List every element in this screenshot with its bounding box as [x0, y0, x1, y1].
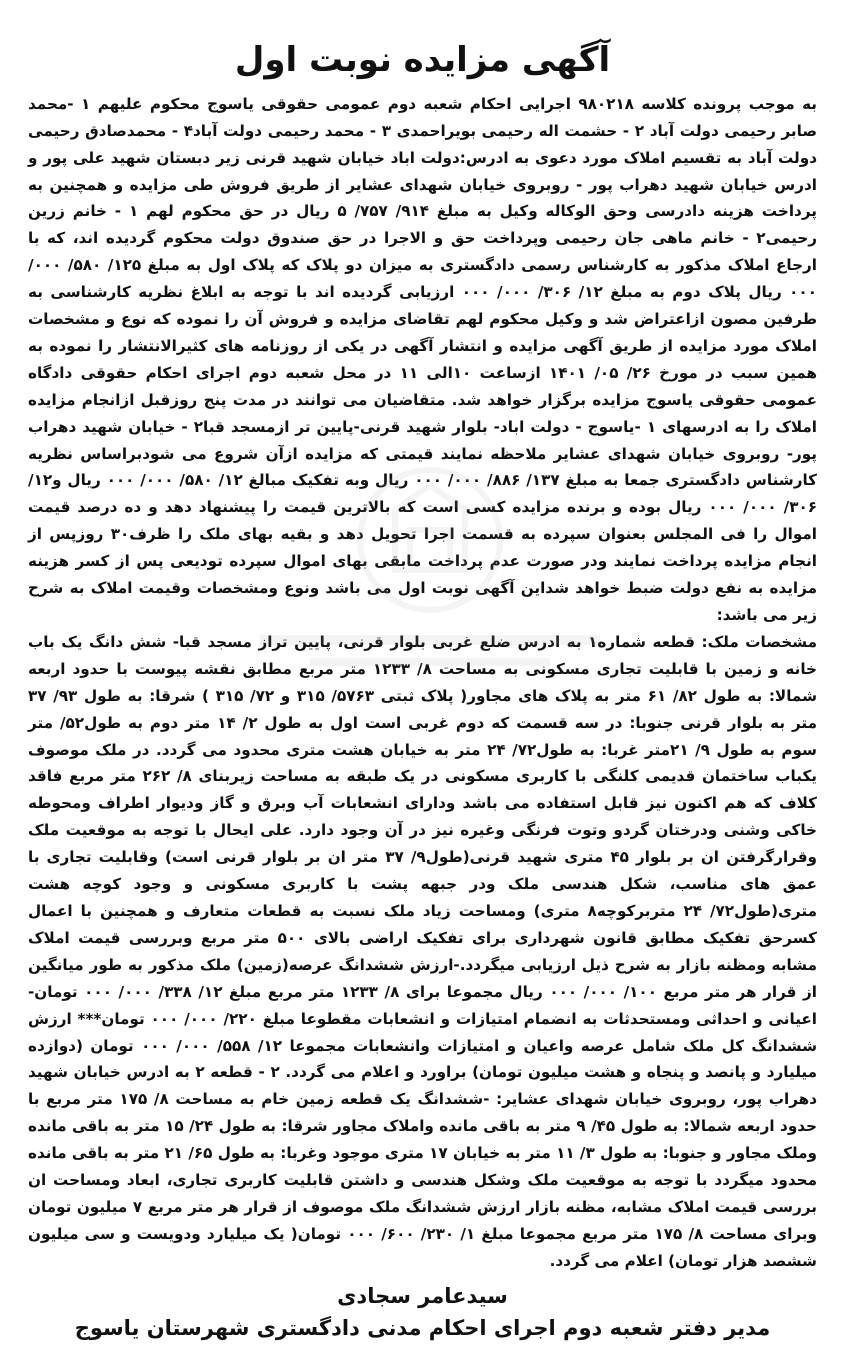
signer-name: سیدعامر سجادی: [337, 1283, 508, 1308]
notice-title: آگهی مزایده نوبت اول: [234, 40, 611, 80]
notice-paragraph-property-details: مشخصات ملک: قطعه شماره۱ به ادرس ضلع غربی بلوار قرنی، پایین تراز مسجد قبا- شش دانگ یک باب خانه و زمین با قابلیت تجاری مسکونی به مساحت ۸/ ۱۲۳۳ متر مربع مطابق نقشه پیوست با حدود اربعه شمالا: به طول ۸۲/ ۶۱ متر به پلاک های مجاور( پلاک ثبتی ۵۷۶۳/ ۳۱۵ و ۷۲/ ۳۱۵ ) شرقا: به طول ۹۳/ ۳۷ متر به بلوار قرنی جنوبا: در سه قسمت که دوم غربی است اول به طول ۲/ ۱۴ متر دوم به طول۵۲/ متر سوم به طول ۹/ ۲۱متر غربا: به طول۷۲/ ۲۴ متر به خیابان هشت متری محدود می گردد. در ملک موصوف یکباب ساختمان قدیمی کلنگی با کاربری مسکونی در یک طبقه به مساحت زیربنای ۸/ ۲۶۲ متر مربع فاقد کلاف که هم اکنون نیز قابل استفاده می باشد ودارای انشعابات آب وبرق و گاز ودیوار اطراف ومحوطه خاکی وشنی ودرختان گردو وتوت فرنگی وغیره نیز در آن وجود دارد. علی ایحال با توجه به موقعیت ملک وقرارگرفتن ان بر بلوار ۴۵ متری شهید قرنی(طول۹/ ۳۷ متر ان بر بلوار قرنی است) وقابلیت تجاری با عمق های مناسب، شکل هندسی ملک ودر جبهه پشت با کاربری مسکونی و وجود کوچه هشت متری(طول۷۲/ ۲۴ متربرکوچه۸ متری) ومساحت زیاد ملک نسبت به قطعات متعارف و همچنین با اعمال کسرحق تفکیک مطابق قانون شهرداری برای تفکیک اراضی بالای ۵۰۰ متر مربع وبررسی قیمت املاک مشابه ومظنه بازار به شرح ذیل ارزیابی میگردد.-ارزش ششدانگ عرصه(زمین) ملک مذکور به طور میانگین از قرار هر متر مربع ۱۰۰/ ۰۰۰/ ۰۰۰ ریال مجموعا برای ۸/ ۱۲۳۳ متر مربع مبلغ ۱۲/ ۳۳۸/ ۰۰۰/ ۰۰۰ تومان- اعیانی و احداثی ومستحدثات به انضمام امتیازات و انشعابات مقطوعا مبلغ ۲۲۰/ ۰۰۰/ ۰۰۰ تومان*** ارزش ششدانگ کل ملک شامل عرصه واعیان و امتیازات وانشعابات مجموعا ۱۲/ ۵۵۸/ ۰۰۰/ ۰۰۰ تومان (دوازده میلیارد و پانصد و پنجاه و هشت میلیون تومان) براورد و اعلام می گردد. ۲ - قطعه ۲ به ادرس خیابان شهید دهراب پور، روبروی خیابان شهدای عشایر: -ششدانگ یک قطعه زمین خام به مساحت ۸/ ۱۷۵ متر مربع با حدود اربعه شمالا: به طول ۴۵/ ۹ متر به باقی مانده واملاک مجاور شرقا: به طول ۲۴/ ۱۵ متر به باقی مانده وملک مجاور و جنوبا: به طول ۳/ ۱۱ متر به خیابان ۱۷ متری موجود وغربا: به طول ۶۵/ ۲۱ متر به باقی مانده محدود میگردد با توجه به موقعیت ملک وشکل هندسی و داشتن قابلیت کاربری تجاری، ابعاد ومساحت ان بررسی قیمت املاک مشابه، مظنه بازار ارزش ششدانگ ملک موصوف از قرار هر متر مربع ۷ میلیون تومان وبرای مساحت ۸/ ۱۷۵ متر مربع مجموعا مبلغ ۱/ ۲۳۰/ ۶۰۰/ ۰۰۰ تومان( یک میلیارد ودویست و سی میلیون ششصد هزار تومان) اعلام می گردد.: [28, 632, 818, 1270]
signature-block: [28, 1281, 817, 1346]
notice-paragraph-intro: به موجب پرونده کلاسه ۹۸۰۲۱۸ اجرایی احکام شعبه دوم عمومی حقوقی یاسوج محکوم علیهم ۱ -محمد صابر رحیمی دولت آباد ۲ - حشمت اله رحیمی بویراحمدی ۳ - محمد رحیمی دولت آباد۴ - محمدصادق رحیمی دولت آباد به تقسیم املاک مورد دعوی به ادرس:دولت اباد خیابان شهید قرنی زیر دبستان شهید علی پور و ادرس خیابان شهید دهراب پور - روبروی خیابان شهدای عشایر از طریق فروش طی مزایده و همچنین به پرداخت هزینه دادرسی وحق الوکاله وکیل به مبلغ ۹۱۴/ ۷۵۷/ ۵ ریال در حق محکوم لهم ۱ - خانم زرین رحیمی۲ - خانم ماهی جان رحیمی وپرداخت حق و الاجرا در حق صندوق دولت محکوم گردیده اند، که با ارجاع املاک مذکور به کارشناس رسمی دادگستری به میزان دو پلاک که پلاک اول به مبلغ ۱۲۵/ ۵۸۰/ ۰۰۰/ ۰۰۰ ریال پلاک دوم به مبلغ ۱۲/ ۳۰۶/ ۰۰۰/ ۰۰۰ ارزیابی گردیده اند با توجه به ابلاغ نظریه کارشناسی به طرفین مصون ازاعتراض شد و وکیل محکوم لهم تقاضای مزایده و فروش آن را نموده که نوع و مشخصات املاک مورد مزایده از طریق آگهی مزایده و انتشار آگهی در یکی از روزنامه های کثیرالانتشار را نموده به همین سبب در مورخ ۲۶/ ۰۵/ ۱۴۰۱ ازساعت ۱۰الی ۱۱ در محل شعبه دوم اجرای احکام حقوقی دادگاه عمومی حقوقی یاسوج مزایده برگزار خواهد شد. متقاضیان می توانند در مدت پنج روزقبل ازانجام مزایده املاک را به ادرسهای ۱ -یاسوج - دولت اباد- بلوار شهید قرنی-پایین تر ازمسجد قبا۲ - خیابان شهید دهراب پور- روبروی خیابان شهدای عشایر ملاحظه نمایند قیمتی که مزایده ازآن شروع می شودبراساس نظریه کارشناس دادگستری جمعا به مبلغ ۱۳۷/ ۸۸۶/ ۰۰۰/ ۰۰۰ ریال وبه تفکیک مبالغ ۱۲/ ۵۸۰/ ۰۰۰/ ۰۰۰ ریال و۱۲/ ۳۰۶/ ۰۰۰/ ۰۰۰ ریال بوده و برنده مزایده کسی است که بالاترین قیمت را پیشنهاد دهد و ده درصد قیمت اموال را فی المجلس بعنوان سپرده به قسمت اجرا تحویل دهد و بقیه بهای ملک را ظرف۳۰ روزپس از انجام مزایده پرداخت نمایند ودر صورت عدم پرداخت مابقی بهای اموال سپرده تودیعی پس از کسر هزینه مزایده به نفع دولت ضبط خواهد شداین آگهی نوبت اول می باشد ونوع ومشخصات وقیمت املاک به شرح زیر می باشد:: [28, 94, 818, 625]
notice-body: [28, 91, 817, 1275]
signer-title: مدیر دفتر شعبه دوم اجرای احکام مدنی دادگستری شهرستان یاسوج: [74, 1316, 771, 1341]
